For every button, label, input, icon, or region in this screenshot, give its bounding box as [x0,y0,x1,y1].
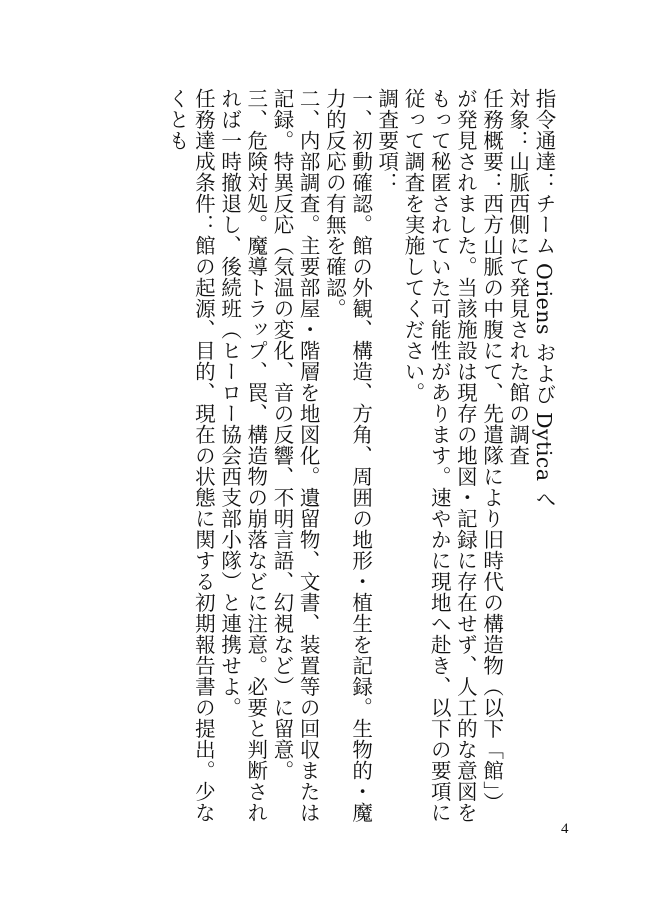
mission-overview: 任務概要：西方山脈の中腹にて、先遣隊により旧時代の構造物（以下「館」）が発見されました。当該施設は現存の地図・記録に存在せず、人工的な意図をもって秘匿されていた可能性があります。速やかに現地へ赴き、以下の要項に従って調査を実施してください。 [400,88,504,823]
vertical-text-body [77,88,557,824]
requirement-item-3: 三、危険対処。魔導トラップ、罠、構造物の崩落などに注意。必要と判断されれば一時撤退し、後続班（ヒーロー協会西支部小隊）と連携せよ。 [217,88,268,823]
requirement-item-2: 二、内部調査。主要部屋・階層を地図化。遺留物、文書、装置等の回収または記録。特異反応（気温の変化、音の反響、不明言語、幻視など）に留意。 [269,88,321,823]
requirement-item-1: 一、初動確認。館の外観、構造、方角、周囲の地形・植生を記録。生物的・魔力的反応の有無を確認。 [322,88,373,823]
completion-conditions: 任務達成条件：館の起源、目的、現在の状態に関する初期報告書の提出。少なくとも [165,88,216,823]
requirements-heading: 調査要項： [374,88,399,193]
page-number: 4 [561,821,569,837]
target-line: 対象：山脈西側にて発見された館の調査 [505,88,530,466]
directive-heading: 指令通達：チーム Oriens および Dytica へ [532,88,556,510]
